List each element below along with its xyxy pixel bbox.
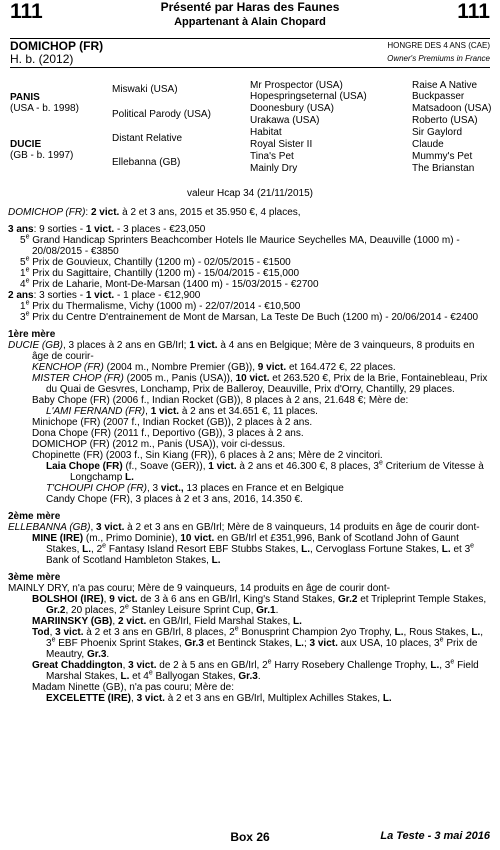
pedigree-g1: Ellebanna (GB)	[112, 157, 181, 168]
pedigree-g2: Mainly Dry	[250, 163, 298, 174]
produce-entry: Chopinette (FR) (2003 f., Sin Kiang (FR)), 6 places à 2 ans; Mère de 2 vincitori.	[32, 450, 383, 461]
pedigree-g3: Matsadoon (USA)	[412, 103, 492, 114]
pedigree-g2: Hopespringseternal (USA)	[250, 91, 367, 102]
dam2-record: ELLEBANNA (GB), 3 vict. à 2 et 3 ans en GB/Irl; Mère de 8 vainqueurs, 14 produits en âge de courir dont-	[8, 522, 480, 533]
produce-entry: KENCHOP (FR) (2004 m., Nombre Premier (GB)), 9 vict. et 164.472 €, 22 places.	[32, 362, 396, 373]
grand-produce-entry: Laia Chope (FR) (f., Soave (GER)), 1 vict. à 2 ans et 46.300 €, 8 places, 3e Criterium de Vitesse à Longchamp L.	[46, 459, 484, 483]
horse-name: DOMICHOP (FR)	[10, 39, 104, 53]
dam2-heading: 2ème mère	[8, 511, 61, 522]
pedigree-g2: Urakawa (USA)	[250, 115, 320, 126]
premium-note: Owner's Premiums in France	[387, 54, 490, 63]
pedigree-g2: Habitat	[250, 127, 282, 138]
sale-date: La Teste - 3 mai 2016	[380, 830, 490, 842]
pedigree-g3: The Brianstan	[412, 163, 475, 174]
pedigree-g1: Miswaki (USA)	[112, 84, 178, 95]
pedigree-g3: Buckpasser	[412, 91, 465, 102]
produce-entry: BOLSHOI (IRE), 9 vict. de 3 à 6 ans en GB/Irl, King's Stand Stakes, Gr.2 et Tripleprint Temple Stakes, Gr.2, 20 places, 2e Stanley Leisure Sprint Cup, Gr.1.	[32, 594, 487, 616]
produce-entry: MARIINSKY (GB), 2 vict. en GB/Irl, Field Marshal Stakes, L.	[32, 616, 302, 627]
pedigree-g2: Tina's Pet	[250, 151, 294, 162]
dam-info: (GB - b. 1997)	[10, 150, 74, 161]
consignor-title: Présenté par Haras des Faunes	[160, 0, 340, 14]
horse-category: HONGRE DES 4 ANS (CAE)	[387, 41, 490, 50]
season-3-ans: 3 ans: 9 sorties - 1 vict. - 3 places - €23,050	[8, 224, 206, 235]
sire-name: PANIS	[10, 92, 40, 103]
produce-entry: MISTER CHOP (FR) (2005 m., Panis (USA)), 10 vict. et 263.520 €, Prix de la Brie, Fontainebleau, Prix du Quai de Gesvres, Lonchamp, Prix de Balleroy, Deauville, Prix d'Orry, Chantilly, 29 places.	[32, 373, 488, 395]
pedigree-g2: Royal Sister II	[250, 139, 313, 150]
produce-entry: Baby Chope (FR) (2006 f., Indian Rocket (GB)), 8 places à 2 ans, 21.648 €; Mère de:	[32, 395, 409, 406]
pedigree-g3: Claude	[412, 139, 444, 150]
produce-entry: Madam Ninette (GB), n'a pas couru; Mère de:	[32, 682, 234, 693]
dam1-heading: 1ère mère	[8, 329, 56, 340]
owner-subtitle: Appartenant à Alain Chopard	[174, 16, 326, 28]
season-2-ans: 2 ans: 3 sorties - 1 vict. - 1 place - €12,900	[8, 290, 201, 301]
race-entry: 1e Prix du Thermalisme, Vichy (1000 m) - 22/07/2014 - €10,500	[20, 299, 301, 312]
dam-name: DUCIE	[10, 139, 42, 150]
grand-produce-entry: L'AMI FERNAND (FR), 1 vict. à 2 ans et 34.651 €, 11 places.	[46, 406, 318, 417]
lot-number-left: 111	[10, 0, 43, 23]
race-entry: 3e Prix du Centre D'entrainement de Mont de Marsan, La Teste De Buch (1200 m) - 20/06/2014 - €2400	[20, 310, 479, 323]
produce-entry: Tod, 3 vict. à 2 et 3 ans en GB/Irl, 8 places, 2e Bonusprint Champion 2yo Trophy, L., Rous Stakes, L., 3e EBF Phoenix Sprint Stakes, Gr.3 et Bentinck Stakes, L.; 3 vict. aux USA, 10 places, 3e Prix de Meautry, Gr.3.	[32, 625, 484, 660]
lot-number-right: 111	[457, 0, 490, 23]
dam3-record: MAINLY DRY, n'a pas couru; Mère de 9 vainqueurs, 14 produits en âge de courir dont-	[8, 583, 390, 594]
handicap-value: valeur Hcap 34 (21/11/2015)	[186, 188, 313, 199]
dam1-record: DUCIE (GB), 3 places à 2 ans en GB/Irl; 1 vict. à 4 ans en Belgique; Mère de 3 vainqueurs, 8 produits en âge de courir-	[8, 340, 475, 362]
pedigree-g1: Political Parody (USA)	[112, 109, 211, 120]
produce-entry: Dona Chope (FR) (2011 f., Deportivo (GB)), 3 places à 2 ans.	[32, 428, 304, 439]
race-entry: 5e Prix de Gouvieux, Chantilly (1200 m) - 02/05/2015 - €1500	[20, 255, 291, 268]
pedigree-g1: Distant Relative	[112, 133, 183, 144]
grand-produce-entry: T'CHOUPI CHOP (FR), 3 vict., 13 places en France et en Belgique	[46, 483, 344, 494]
grand-produce-entry: EXCELETTE (IRE), 3 vict. à 2 et 3 ans en GB/Irl, Multiplex Achilles Stakes, L.	[46, 693, 392, 704]
produce-entry: DOMICHOP (FR) (2012 m., Panis (USA)), voir ci-dessus.	[32, 439, 286, 450]
box-number: Box 26	[230, 830, 270, 844]
horse-banner	[10, 38, 490, 68]
dam3-heading: 3ème mère	[8, 572, 61, 583]
sire-info: (USA - b. 1998)	[10, 103, 79, 114]
pedigree-g3: Mummy's Pet	[412, 151, 473, 162]
page-footer	[10, 830, 490, 844]
pedigree-g2: Doonesbury (USA)	[250, 103, 334, 114]
race-entry: 1e Prix du Sagittaire, Chantilly (1200 m) - 15/04/2015 - €15,000	[20, 266, 300, 279]
produce-entry: Minichope (FR) (2007 f., Indian Rocket (GB)), 2 places à 2 ans.	[32, 417, 313, 428]
grand-produce-entry: Candy Chope (FR), 3 places à 2 et 3 ans, 2016, 14.350 €.	[46, 494, 303, 505]
produce-entry: MINE (IRE) (m., Primo Dominie), 10 vict. en GB/Irl et £351,996, Bank of Scotland John of Gaunt Stakes, L., 2e Fantasy Island Resort EBF Stubbs Stakes, L., Cervoglass Fortune Stakes, L. et 3e Bank of Scotland Hambleton Stakes, L.	[32, 533, 475, 566]
record-summary: DOMICHOP (FR): 2 vict. à 2 et 3 ans, 2015 et 35.950 €, 4 places,	[8, 207, 301, 218]
performance-record	[8, 207, 492, 704]
pedigree-g2: Mr Prospector (USA)	[250, 80, 343, 91]
pedigree-g3: Sir Gaylord	[412, 127, 463, 138]
pedigree-g3: Raise A Native	[412, 80, 478, 91]
page-header	[10, 0, 490, 34]
horse-description: H. b. (2012)	[10, 52, 74, 66]
race-entry: 5e Grand Handicap Sprinters Beachcomber Hotels Ile Maurice Seychelles MA, Deauville (1000 m) - 20/08/2015 - €3850	[20, 233, 460, 257]
race-entry: 4e Prix de Laharie, Mont-De-Marsan (1400 m) - 15/03/2015 - €2700	[20, 277, 319, 290]
produce-entry: Great Chaddington, 3 vict. de 2 à 5 ans en GB/Irl, 2e Harry Rosebery Challenge Trophy, L., 3e Field Marshal Stakes, L. et 4e Ballyogan Stakes, Gr.3.	[32, 658, 479, 682]
pedigree-g3: Roberto (USA)	[412, 115, 478, 126]
